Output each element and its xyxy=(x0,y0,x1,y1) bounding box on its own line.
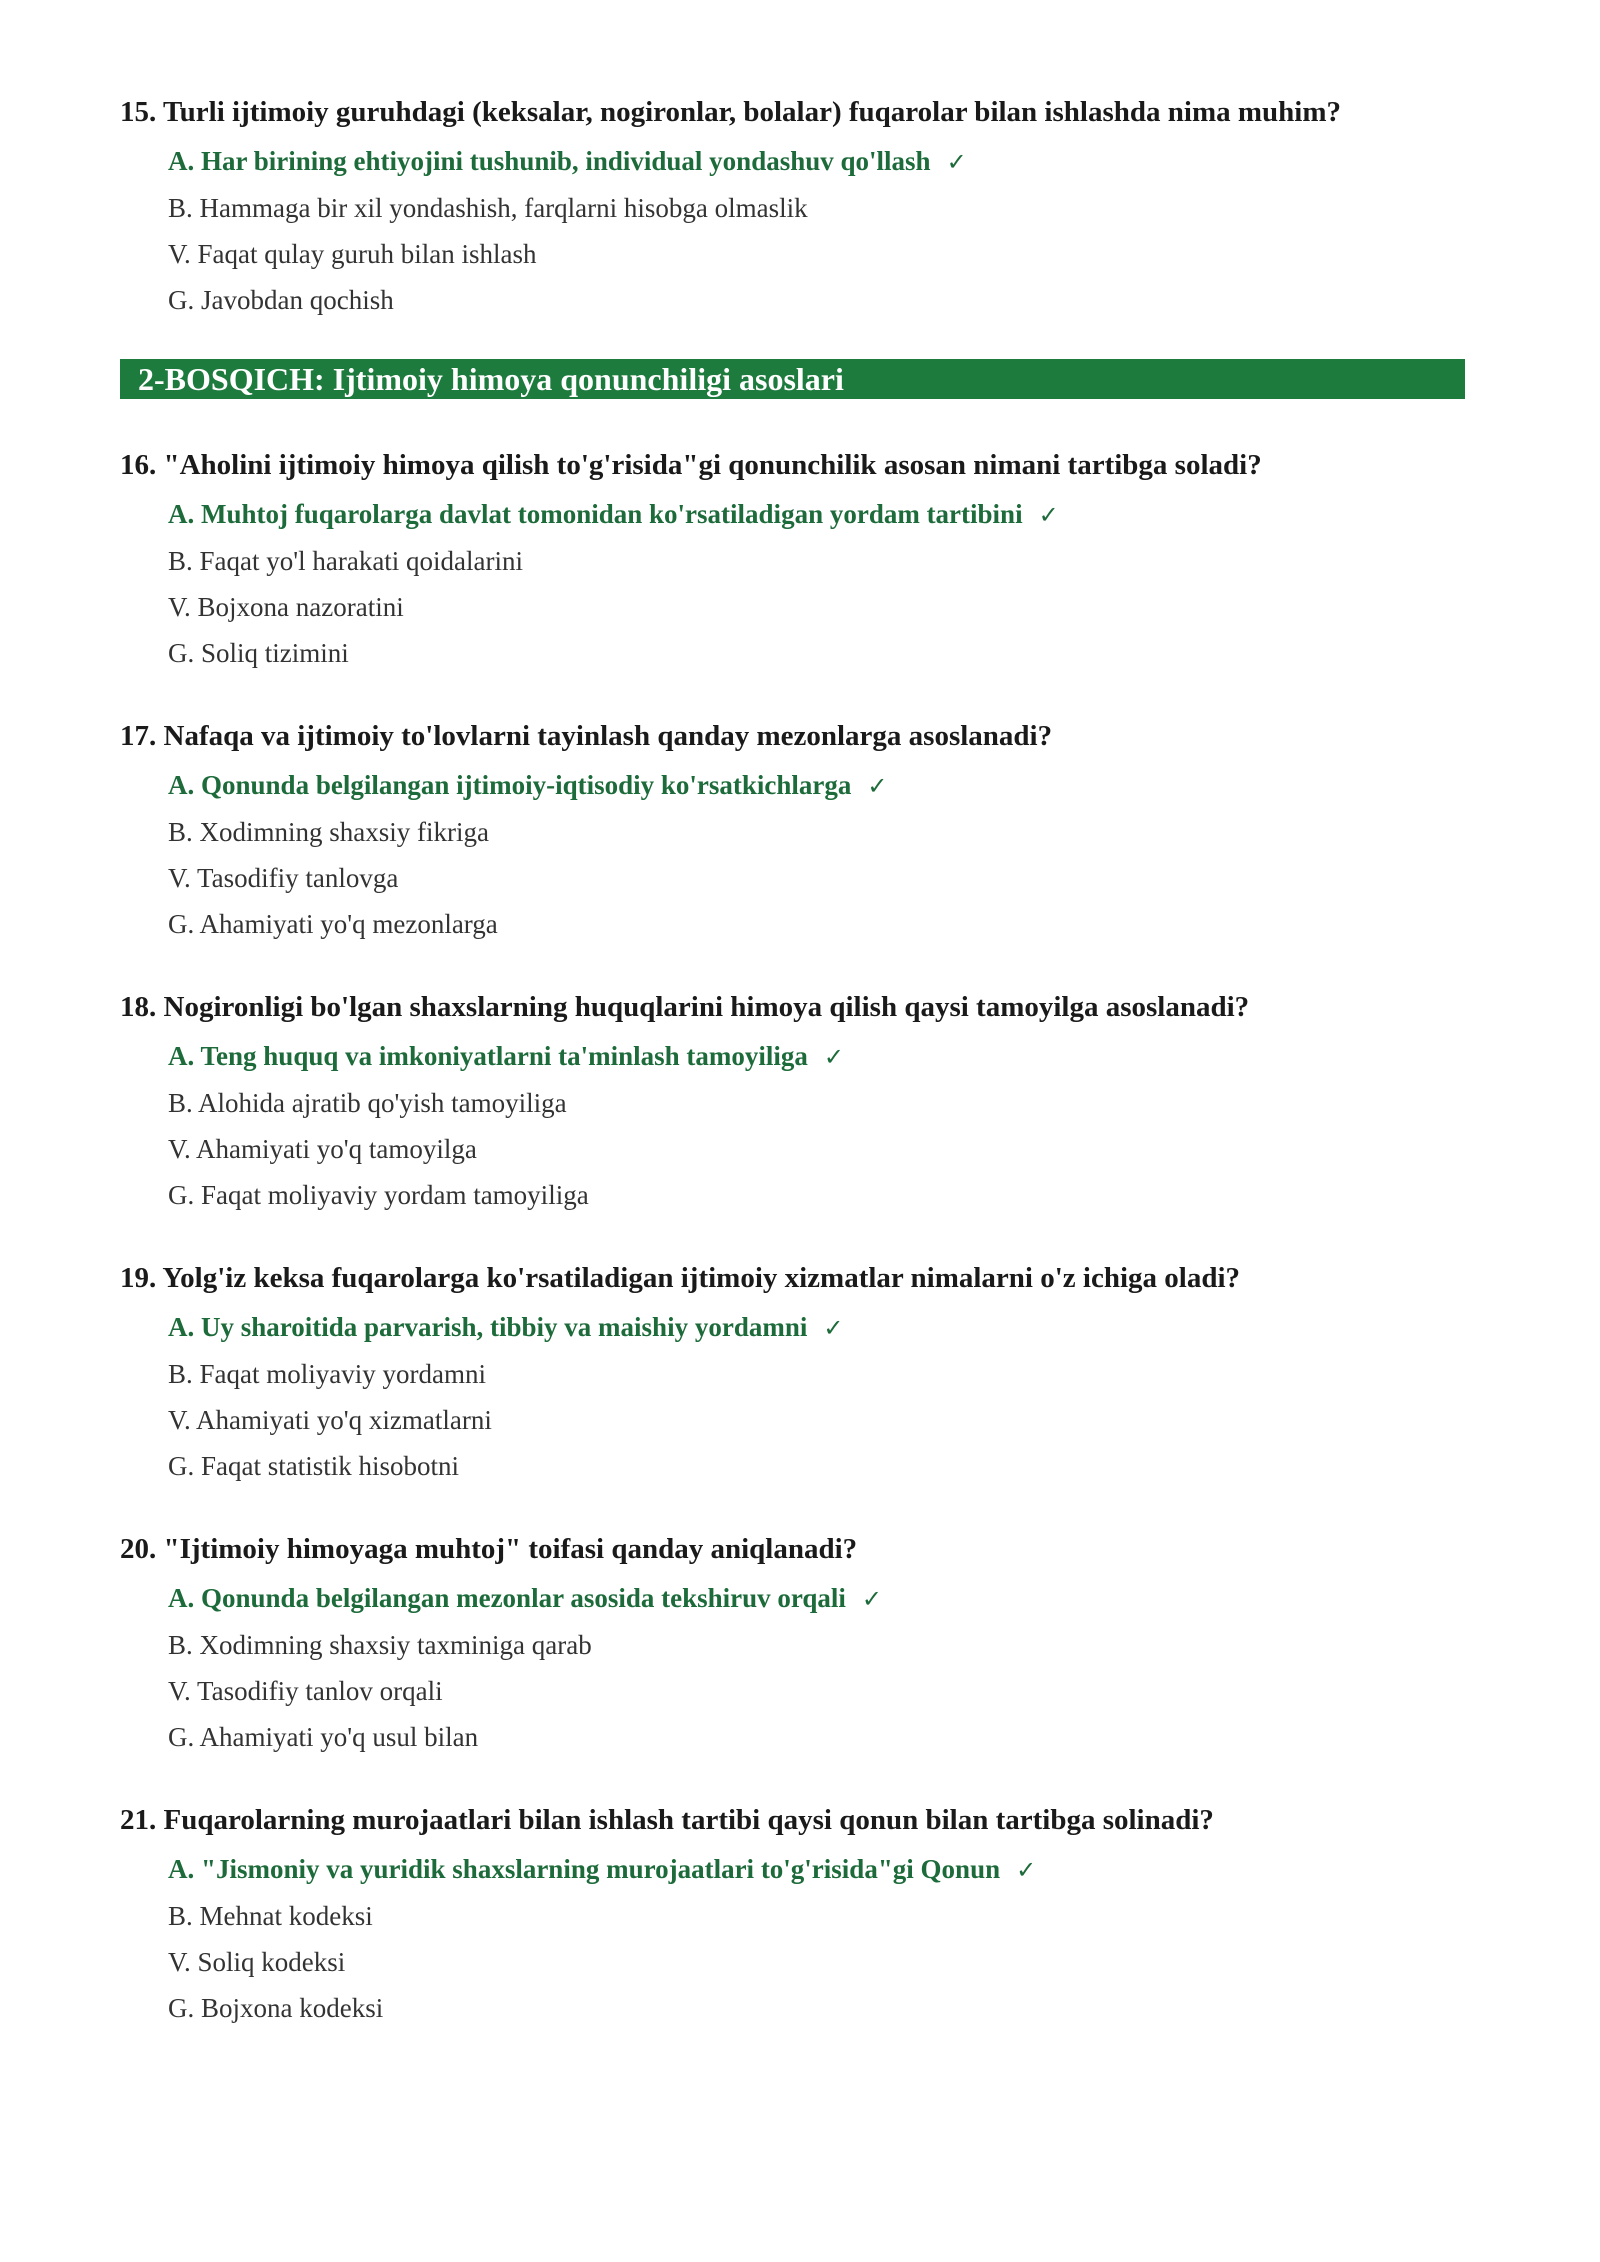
answer-option: G. Soliq tizimini xyxy=(168,638,349,668)
question-title: 21. Fuqarolarning murojaatlari bilan ishlash tartibi qaysi qonun bilan tartibga solinadi? xyxy=(120,1804,1214,1836)
answer-text: A. "Jismoniy va yuridik shaxslarning murojaatlari to'g'risida"gi Qonun xyxy=(168,1854,1001,1884)
answer-option: G. Javobdan qochish xyxy=(168,285,394,315)
question-title: 20. "Ijtimoiy himoyaga muhtoj" toifasi qanday aniqlanadi? xyxy=(120,1533,858,1565)
answer-option: B. Faqat moliyaviy yordamni xyxy=(168,1359,486,1389)
question-title: 18. Nogironligi bo'lgan shaxslarning huquqlarini himoya qilish qaysi tamoyilga asoslanadi? xyxy=(120,991,1250,1023)
answer-option: B. Faqat yo'l harakati qoidalarini xyxy=(168,546,524,576)
answer-option: B. Alohida ajratib qo'yish tamoyiliga xyxy=(168,1088,567,1118)
answer-text: A. Muhtoj fuqarolarga davlat tomonidan ko'rsatiladigan yordam tartibini xyxy=(168,499,1023,529)
question-21 xyxy=(120,1800,1465,2031)
answer-option: V. Ahamiyati yo'q xizmatlarni xyxy=(168,1405,492,1435)
answer-option: G. Ahamiyati yo'q mezonlarga xyxy=(168,909,498,939)
question-17 xyxy=(120,716,1465,947)
answer-text: A. Uy sharoitida parvarish, tibbiy va maishiy yordamni xyxy=(168,1312,808,1342)
section-banner: 2-BOSQICH: Ijtimoiy himoya qonunchiligi asoslari xyxy=(120,359,1465,399)
question-16 xyxy=(120,445,1465,676)
answer-option: B. Hammaga bir xil yondashish, farqlarni hisobga olmaslik xyxy=(168,193,808,223)
checkmark-icon: ✓ xyxy=(861,1585,882,1613)
spacer xyxy=(120,1489,1465,1529)
answer-text: A. Teng huquq va imkoniyatlarni ta'minlash tamoyiliga xyxy=(168,1041,808,1071)
question-15 xyxy=(120,92,1465,323)
checkmark-icon: ✓ xyxy=(946,148,967,176)
quiz-content xyxy=(120,92,1465,2031)
answer-option: V. Tasodifiy tanlovga xyxy=(168,863,399,893)
checkmark-icon: ✓ xyxy=(823,1314,844,1342)
spacer xyxy=(120,947,1465,987)
answer-option-correct xyxy=(168,1304,1465,1351)
answer-option: V. Tasodifiy tanlov orqali xyxy=(168,1676,443,1706)
question-19 xyxy=(120,1258,1465,1489)
answer-option: G. Bojxona kodeksi xyxy=(168,1993,384,2023)
answer-option: V. Soliq kodeksi xyxy=(168,1947,346,1977)
spacer xyxy=(120,676,1465,716)
spacer xyxy=(120,1218,1465,1258)
question-title: 19. Yolg'iz keksa fuqarolarga ko'rsatiladigan ijtimoiy xizmatlar nimalarni o'z ichiga oladi? xyxy=(120,1262,1241,1294)
answer-option-correct xyxy=(168,491,1465,538)
spacer xyxy=(120,1760,1465,1800)
answer-option: B. Mehnat kodeksi xyxy=(168,1901,373,1931)
checkmark-icon: ✓ xyxy=(1038,501,1059,529)
answer-option-correct xyxy=(168,1033,1465,1080)
answer-option: G. Faqat statistik hisobotni xyxy=(168,1451,460,1481)
checkmark-icon: ✓ xyxy=(867,772,888,800)
answer-text: A. Har birining ehtiyojini tushunib, individual yondashuv qo'llash xyxy=(168,146,931,176)
answer-text: A. Qonunda belgilangan mezonlar asosida tekshiruv orqali xyxy=(168,1583,846,1613)
checkmark-icon: ✓ xyxy=(1016,1856,1037,1884)
answer-option: V. Ahamiyati yo'q tamoyilga xyxy=(168,1134,477,1164)
question-18 xyxy=(120,987,1465,1218)
question-title: 17. Nafaqa va ijtimoiy to'lovlarni tayinlash qanday mezonlarga asoslanadi? xyxy=(120,720,1053,752)
answer-option-correct xyxy=(168,1846,1465,1893)
checkmark-icon: ✓ xyxy=(823,1043,845,1071)
answer-option: V. Faqat qulay guruh bilan ishlash xyxy=(168,239,537,269)
answer-text: A. Qonunda belgilangan ijtimoiy-iqtisodiy ko'rsatkichlarga xyxy=(168,770,852,800)
answer-option: B. Xodimning shaxsiy fikriga xyxy=(168,817,489,847)
answer-option-correct xyxy=(168,138,1465,185)
answer-option-correct xyxy=(168,762,1465,809)
question-20 xyxy=(120,1529,1465,1760)
answer-option: G. Ahamiyati yo'q usul bilan xyxy=(168,1722,479,1752)
question-title: 15. Turli ijtimoiy guruhdagi (keksalar, nogironlar, bolalar) fuqarolar bilan ishlashda nima muhim? xyxy=(120,96,1341,128)
question-title: 16. "Aholini ijtimoiy himoya qilish to'g'risida"gi qonunchilik asosan nimani tartibga soladi? xyxy=(120,449,1262,481)
answer-option: B. Xodimning shaxsiy taxminiga qarab xyxy=(168,1630,592,1660)
answer-option: G. Faqat moliyaviy yordam tamoyiliga xyxy=(168,1180,589,1210)
answer-option-correct xyxy=(168,1575,1465,1622)
answer-option: V. Bojxona nazoratini xyxy=(168,592,404,622)
